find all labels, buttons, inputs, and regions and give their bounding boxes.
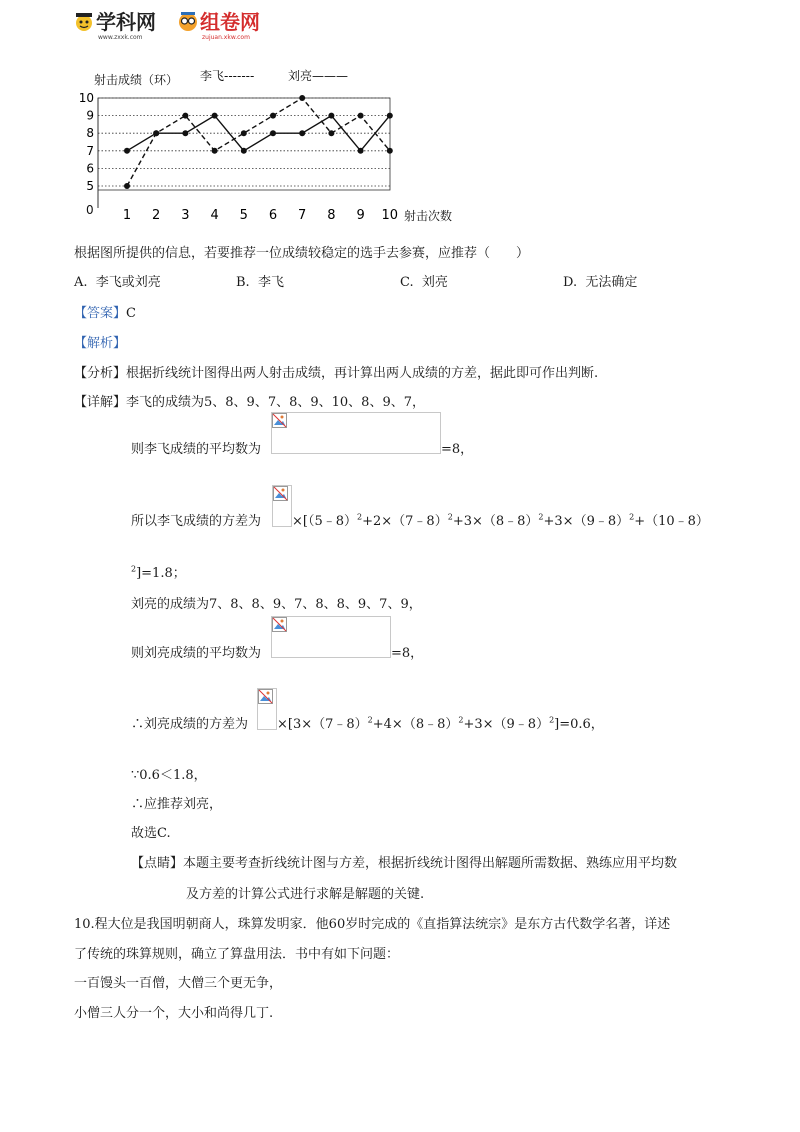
variance-lifei-end [131,562,186,581]
logo2-sub: zujuan.xkw.com [202,34,250,41]
point-liuliang [270,130,276,136]
sup-2: 2 [549,715,555,725]
legend-liuliang: 刘亮——— [288,69,349,83]
q10-line-3: 一百馒头一百僧，大僧三个更无争， [74,976,283,991]
x-tick-label: 9 [356,208,365,223]
option-c-text: 刘亮 [421,275,448,290]
option-a-letter: A. [74,275,88,290]
detail-text-1: 李飞的成绩为5、8、9、7、8、9、10、8、9、7， [126,395,425,410]
broken-image-icon [258,689,273,704]
detail-line-1 [74,391,425,410]
compare-line: ∵0.6＜1.8， [131,768,207,783]
x-tick-label: 5 [239,208,248,223]
point-liuliang [212,113,218,119]
var-liuliang-a: ×[3×（7﹣8） [277,717,368,732]
var-liuliang-c: +3×（9﹣8） [463,717,550,732]
q10-line-4: 小僧三人分一个，大小和尚得几丁. [74,1006,274,1021]
choose-line: 故选C. [131,826,171,841]
broken-image-icon [272,413,287,428]
var-lifei-d: +3×（9﹣8） [543,514,630,529]
recommend-line: ∴应推荐刘亮， [131,797,223,812]
detail-liuliang-scores: 刘亮的成绩为7、8、8、9、7、8、8、9、7、9， [131,597,422,612]
point-liuliang [124,148,130,154]
option-b [236,271,284,290]
y-tick-label: 8 [86,126,94,141]
dianjing-line-1 [131,852,677,871]
option-d-letter: D. [563,275,578,290]
detail-label: 【详解】 [74,395,127,410]
var-liuliang-result: ]=0.6， [554,717,604,732]
y-tick-label: 6 [86,161,94,176]
variance-lifei-pre: 所以李飞成绩的方差为 [131,514,262,529]
x-tick-label: 3 [181,208,190,223]
point-lifei [124,183,130,189]
var-lifei-c: +3×（8﹣8） [452,514,539,529]
point-liuliang [299,130,305,136]
plot-border [98,98,390,190]
var-lifei-a: ×[（5﹣8） [292,514,358,529]
sup-2: 2 [447,512,453,522]
fenxi-label: 【分析】 [74,366,127,381]
mascot-icon [72,10,96,34]
broken-image-icon [273,486,288,501]
q10-line-2: 了传统的珠算规则，确立了算盘用法．书中有如下问题： [74,947,400,962]
point-liuliang [153,130,159,136]
answer-line [74,302,136,321]
dianjing-label: 【点睛】 [131,856,184,871]
option-d [563,271,637,290]
legend-lifei: 李飞------- [200,69,255,83]
broken-image-icon [272,617,287,632]
option-c [400,271,448,290]
zujuanwang-logo [176,10,260,41]
option-b-letter: B. [236,275,250,290]
point-lifei [299,95,305,101]
fenxi-text: 根据折线统计图得出两人射击成绩，再计算出两人成绩的方差，据此即可作出判断. [126,366,599,381]
var-lifei-b: +2×（7﹣8） [362,514,448,529]
sup-2: 2 [367,715,373,725]
formula-image-placeholder [271,616,391,658]
x-tick-label: 8 [327,208,336,223]
mean-liuliang-post: =8， [391,646,424,661]
question-text: 根据图所提供的信息，若要推荐一位成绩较稳定的选手去参赛，应推荐（ ） [74,246,530,261]
answer-label: 【答案】 [74,306,127,321]
detail-mean-lifei [131,438,261,457]
option-a-text: 李飞或刘亮 [95,275,161,290]
point-lifei [241,130,247,136]
origin-label: 0 [86,203,94,217]
sup-2: 2 [458,715,464,725]
var-lifei-e: +（10﹣8） [634,514,709,529]
point-lifei [387,148,393,154]
analysis-label: 【解析】 [74,336,127,351]
var-liuliang-b: +4×（8﹣8） [372,717,459,732]
variance-liuliang-pre: ∴刘亮成绩的方差为 [131,717,249,732]
mean-lifei-pre: 则李飞成绩的平均数为 [131,442,262,457]
y-tick-label: 10 [78,91,94,105]
formula-image-placeholder [271,412,441,454]
dianjing-text-1: 本题主要考查折线统计图与方差，根据折线统计图得出解题所需数据、熟练应用平均数 [183,856,678,871]
point-liuliang [328,113,334,119]
chart-series [124,95,393,189]
mean-lifei-post: =8， [441,442,474,457]
answer-value: C [126,306,136,321]
mascot-glasses-icon [176,10,200,34]
q10-line-1: 10.程大位是我国明朝商人，珠算发明家．他60岁时完成的《直指算法统宗》是东方古代数学名著，详述 [74,917,671,932]
x-tick-label: 10 [381,208,399,223]
point-liuliang [241,148,247,154]
point-liuliang [182,130,188,136]
logo1-text: 学科网 [96,10,156,34]
variance-lifei-expr [292,510,709,529]
fenxi-line [74,362,598,381]
point-liuliang [358,148,364,154]
sup-2: 2 [629,512,635,522]
option-a [74,271,161,290]
var-lifei-result: ]=1.8； [136,566,186,581]
point-liuliang [387,113,393,119]
logo2-text: 组卷网 [200,10,260,34]
y-tick-label: 5 [86,179,94,193]
y-tick-label: 7 [86,143,94,158]
x-tick-label: 7 [298,208,307,223]
option-c-letter: C. [400,275,414,290]
chart-ticks [79,91,398,223]
sup-2: 2 [538,512,544,522]
point-lifei [212,148,218,154]
x-tick-label: 6 [268,208,278,223]
y-axis-label: 射击成绩（环） [94,73,179,87]
option-d-text: 无法确定 [585,275,638,290]
xuekewang-logo [72,10,156,41]
point-lifei [358,113,364,119]
option-b-text: 李飞 [257,275,284,290]
point-lifei [270,113,276,119]
variance-liuliang-expr [277,713,604,732]
x-tick-label: 1 [122,208,132,223]
logo1-sub: www.zxxk.com [98,34,143,41]
point-lifei [182,113,188,119]
sup-2: 2 [357,512,363,522]
y-tick-label: 9 [86,108,94,123]
shooting-score-chart [70,62,470,227]
x-tick-label: 2 [152,208,161,223]
x-axis-label: 射击次数 [404,209,453,223]
sup-2: 2 [131,564,137,574]
point-lifei [328,130,334,136]
mean-liuliang-pre: 则刘亮成绩的平均数为 [131,646,262,661]
x-tick-label: 4 [210,208,219,223]
dianjing-line-2: 及方差的计算公式进行求解是解题的关键. [186,887,425,902]
